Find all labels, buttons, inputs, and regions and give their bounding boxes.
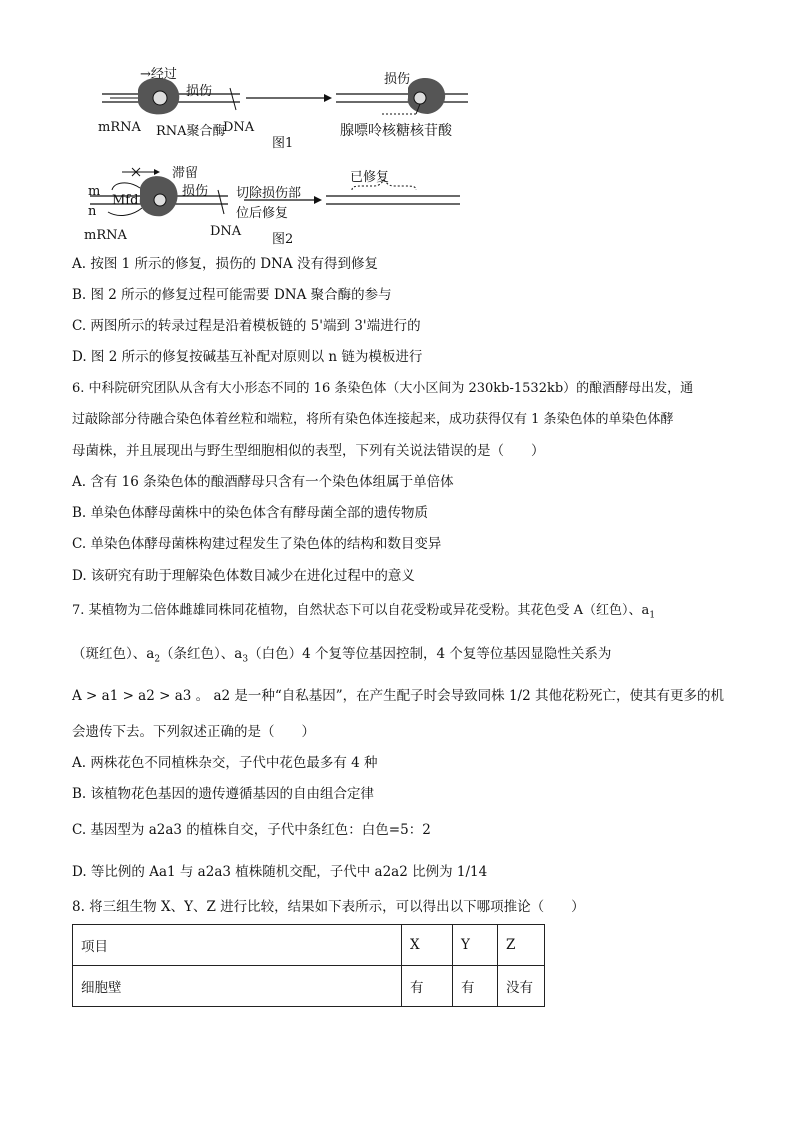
fig2-n-label: n: [88, 204, 97, 219]
q7-stem-line-4: 会遗传下去。下列叙述正确的是（ ）: [72, 724, 315, 740]
q7-stem-sub-1: 1: [649, 610, 656, 621]
table-header-cell: Y: [453, 925, 498, 966]
q7-stem-line-1: [72, 601, 655, 626]
q7-stem-sub-2a: 2: [154, 654, 161, 665]
fig1-mrna-label: mRNA: [98, 120, 141, 135]
fig2-caption: 图2: [272, 232, 294, 247]
fig1-damage-right-label: 损伤: [384, 72, 411, 87]
fig2-mrna-label: mRNA: [84, 228, 127, 243]
table-cell: 细胞壁: [73, 966, 402, 1007]
q6-option-d: D. 该研究有助于理解染色体数目减少在进化过程中的意义: [72, 568, 415, 584]
q5-option-c: C. 两图所示的转录过程是沿着模板链的 5'端到 3'端进行的: [72, 318, 421, 334]
q7-stem-text-2c: （白色）4 个复等位基因控制，4 个复等位基因显隐性关系为: [248, 646, 612, 662]
table-header-row: [73, 925, 545, 966]
q5-option-d: D. 图 2 所示的修复按碱基互补配对原则以 n 链为模板进行: [72, 349, 423, 365]
q7-dominance-formula: A > a1 > a2 > a3 。: [72, 688, 210, 704]
table-header-cell: Z: [498, 925, 545, 966]
q5-option-a: A. 按图 1 所示的修复，损伤的 DNA 没有得到修复: [72, 256, 378, 272]
fig1-caption: 图1: [272, 136, 294, 151]
q7-stem-text-2a: （斑红色）、a: [72, 646, 155, 662]
fig2-m-label: m: [88, 184, 101, 199]
q7-stem-line-2: [72, 644, 611, 670]
table-cell: 有: [402, 966, 453, 1007]
q7-stem-text-1: 7. 某植物为二倍体雌雄同株同花植物，自然状态下可以自花受粉或异花受粉。其花色受 A（红色）、a: [72, 603, 650, 618]
table-cell: 有: [453, 966, 498, 1007]
q7-option-a: A. 两株花色不同植株杂交，子代中花色最多有 4 种: [72, 755, 378, 771]
table-header-cell: 项目: [73, 925, 402, 966]
fig2-mfd-label: Mfd: [112, 193, 139, 208]
table-header-cell: X: [402, 925, 453, 966]
q6-option-c: C. 单染色体酵母菌株构建过程发生了染色体的结构和数目变异: [72, 536, 442, 552]
fig1-nucleotide-label: 腺嘌呤核糖核苷酸: [340, 123, 452, 139]
q5-option-b: B. 图 2 所示的修复过程可能需要 DNA 聚合酶的参与: [72, 287, 392, 303]
q7-stem-line-3: [72, 686, 724, 706]
fig2-stall-label: 滞留: [172, 166, 199, 181]
fig1-rna-polymerase-label: RNA聚合酶: [156, 124, 226, 139]
q6-stem-line-2: 过敲除部分待融合染色体着丝粒和端粒，将所有染色体连接起来，成功获得仅有 1 条染色体的单染色体酵: [72, 412, 674, 427]
table-cell: 没有: [498, 966, 545, 1007]
table-row: [73, 966, 545, 1007]
comparison-table: [72, 924, 545, 1007]
q8-stem: 8. 将三组生物 X、Y、Z 进行比较，结果如下表所示，可以得出以下哪项推论（ ）: [72, 899, 585, 915]
q7-stem-text-2b: （条红色）、a: [160, 646, 243, 662]
fig2-process-label-1: 切除损伤部: [236, 186, 302, 201]
fig2-process-label-2: 位后修复: [236, 206, 289, 221]
q7-option-c: C. 基因型为 a2a3 的植株自交，子代中条红色：白色=5：2: [72, 822, 431, 838]
fig1-damage-label: 损伤: [186, 84, 213, 99]
q6-stem-line-1: 6. 中科院研究团队从含有大小形态不同的 16 条染色体（大小区间为 230kb-1532kb）的酿酒酵母出发，通: [72, 381, 694, 396]
q6-option-b: B. 单染色体酵母菌株中的染色体含有酵母菌全部的遗传物质: [72, 505, 429, 521]
q7-stem-text-3: a2 是一种“自私基因”，在产生配子时会导致同株 1/2 其他花粉死亡，使其有更多的机: [213, 688, 724, 704]
fig2-dna-label: DNA: [210, 224, 242, 239]
q7-stem-sub-2b: 3: [242, 654, 249, 665]
fig1-passing-label: →经过: [140, 67, 177, 82]
q6-stem-line-3: 母菌株，并且展现出与野生型细胞相似的表型，下列有关说法错误的是（ ）: [72, 443, 545, 459]
q7-option-b: B. 该植物花色基因的遗传遵循基因的自由组合定律: [72, 786, 375, 802]
fig1-dna-label: DNA: [223, 120, 255, 135]
fig2-repaired-label: 已修复: [350, 170, 390, 185]
fig2-damage-label: 损伤: [182, 184, 209, 199]
q6-option-a: A. 含有 16 条染色体的酿酒酵母只含有一个染色体组属于单倍体: [72, 474, 454, 490]
q7-option-d: D. 等比例的 Aa1 与 a2a3 植株随机交配，子代中 a2a2 比例为 1/14: [72, 864, 488, 880]
